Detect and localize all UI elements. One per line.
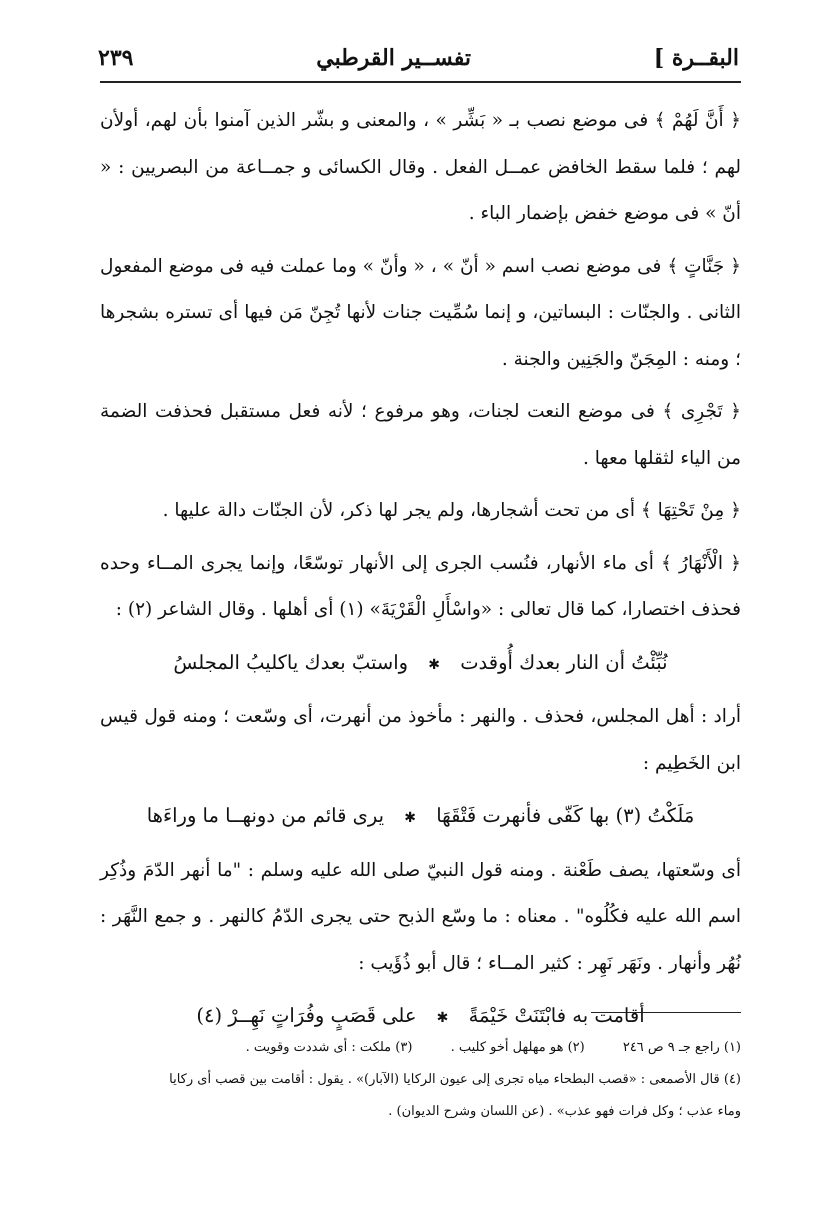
verse-hemistich: على قَصَبٍ وفُرَاتٍ نَهِــرْ (٤) <box>196 1004 417 1027</box>
paragraph: ﴿ جَنَّاتٍ ﴾ فى موضع نصب اسم « أنّ » ، « وأنّ » وما عملت فيه فى موضع المفعول الثانى . والجنّات : البساتين، و إنما سُمِّيت جنات لأنها تُجِنّ مَن فيها أى تستره بشجرها ؛ ومنه : المِجَنّ والجَنِين والجنة . <box>100 255 741 370</box>
footnote: (٤) قال الأصمعى : «قصب البطحاء مياه تجرى إلى عيون الركايا (الآبار)» . يقول : أقامت بين قصب أى ركايا <box>169 1072 741 1087</box>
verse-separator: ✱ <box>404 810 416 826</box>
verse-separator: ✱ <box>436 1010 449 1026</box>
verse-hemistich: يرى قائم من دونهــا ما وراءَها <box>146 804 385 827</box>
page-number: ٢٣٩ <box>98 45 134 71</box>
book-title: تفســير القرطبي <box>316 45 472 71</box>
footnote-row <box>100 1032 741 1064</box>
footnote-rule <box>591 1012 741 1013</box>
poetry-verse <box>100 640 741 689</box>
footnote: (١) راجع جـ ٩ ص ٢٤٦ <box>622 1040 741 1055</box>
footnote: (٣) ملكت : أى شددت وقويت . <box>245 1040 413 1055</box>
poetry-verse <box>100 793 741 842</box>
surah-name: البقــرة ] <box>653 45 739 71</box>
header-rule <box>100 81 741 83</box>
footnote: وماء عذب ؛ وكل فرات فهو عذب» . (عن اللسان وشرح الديوان) . <box>388 1104 741 1119</box>
footnote: (٢) هو مهلهل أخو كليب . <box>450 1040 585 1055</box>
footnotes <box>100 1032 741 1128</box>
paragraph: ﴿ أَنَّ لَهُمْ ﴾ فى موضع نصب بـ « بَشِّر » ، والمعنى و بشّر الذين آمنوا بأن لهم، أولأن لهم ؛ فلما سقط الخافض عمــل الفعل . وقال الكسائى و جمــاعة من البصريين : « أنّ » فى موضع خفض بإضمار الباء . <box>100 110 741 224</box>
verse-separator: ✱ <box>428 656 440 673</box>
paragraph: ﴿ الْأَنْهَارُ ﴾ أى ماء الأنهار، فنُسب الجرى إلى الأنهار توسّعًا، وإنما يجرى المــاء وحده فحذف اختصارا، كما قال تعالى : «واسْأَلِ الْقَرْيَةَ» (١) أى أهلها . وقال الشاعر (٢) : <box>100 552 741 620</box>
paragraph: ﴿ تَجْرِى ﴾ فى موضع النعت لجنات، وهو مرفوع ؛ لأنه فعل مستقبل فحذفت الضمة من الياء لثقلها معها . <box>100 401 741 469</box>
paragraph: أى وسّعتها، يصف طَعْنة . ومنه قول النبيّ صلى الله عليه وسلم : "ما أنهر الدّمَ وذُكِر اسم الله عليه فكُلُوه" . معناه : ما وسّع الذبح حتى يجرى الدّمُ كالنهر . و جمع النَّهَر : نُهُر وأنهار . ونَهَر نَهِر : كثير المــاء ؛ قال أبو ذُؤَيب : <box>100 859 741 974</box>
verse-hemistich: واستبّ بعدك ياكليبُ المجلسُ <box>173 650 409 674</box>
paragraph: أراد : أهل المجلس، فحذف . والنهر : مأخوذ من أنهرت، أى وسّعت ؛ ومنه قول قيس ابن الخَطِيم : <box>100 706 741 774</box>
verse-hemistich: أقامت به فابْتَنَتْ خَيْمَةً <box>468 1004 645 1027</box>
running-header <box>98 38 739 78</box>
main-text <box>100 98 741 1048</box>
verse-hemistich: مَلَكْتُ (٣) بها كَفّى فأنهرت فَتْقَهَا <box>436 804 695 827</box>
paragraph: ﴿ مِنْ تَحْتِهَا ﴾ أى من تحت أشجارها، ولم يجر لها ذكر، لأن الجنّات دالة عليها . <box>162 500 741 521</box>
verse-hemistich: نُبِّئْتُ أن النار بعدك أُوقدت <box>460 650 668 674</box>
